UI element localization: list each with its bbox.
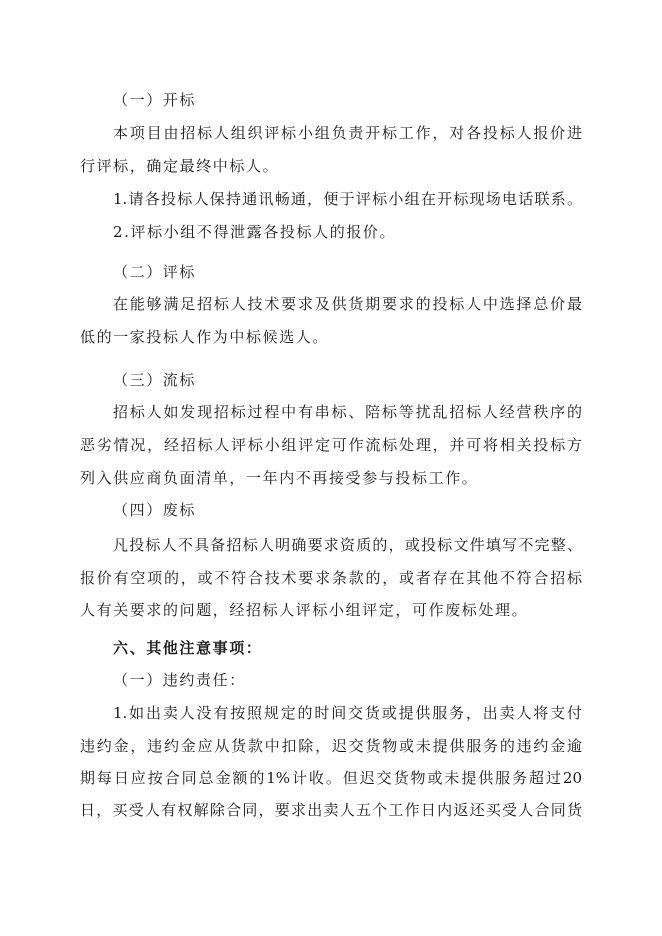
paragraph-line: 列入供应商负面清单，一年内不再接受参与投标工作。	[80, 469, 479, 487]
list-item: 1.请各投标人保持通讯畅通，便于评标小组在开标现场电话联系。	[113, 190, 582, 208]
paragraph-line: 低的一家投标人作为中标候选人。	[80, 328, 330, 346]
heading-other-notes: 六、其他注意事项：	[113, 639, 263, 657]
paragraph-line: 本项目由招标人组织评标小组负责开标工作，对各投标人报价进	[113, 124, 582, 142]
paragraph-line: 1.如出卖人没有按照规定的时间交货或提供服务，出卖人将支付	[113, 704, 582, 722]
heading-breach-liability: （一）违约责任：	[113, 671, 246, 689]
list-item: 2.评标小组不得泄露各投标人的报价。	[113, 223, 397, 241]
heading-evaluation: （二）评标	[113, 263, 197, 281]
paragraph-line: 期每日应按合同总金额的1%计收。但迟交货物或未提供服务超过20	[80, 769, 582, 787]
heading-invalid-bid: （四）废标	[113, 501, 197, 519]
heading-bid-opening: （一）开标	[113, 91, 197, 109]
paragraph-line: 恶劣情况，经招标人评标小组评定可作流标处理，并可将相关投标方	[80, 436, 582, 454]
paragraph-line: 人有关要求的问题，经招标人评标小组评定，可作废标处理。	[80, 601, 529, 619]
paragraph-line: 凡投标人不具备招标人明确要求资质的，或投标文件填写不完整、	[113, 536, 582, 554]
heading-failed-bid: （三）流标	[113, 371, 197, 389]
paragraph-line: 报价有空项的，或不符合技术要求条款的，或者存在其他不符合招标	[80, 569, 582, 587]
paragraph-line: 在能够满足招标人技术要求及供货期要求的投标人中选择总价最	[113, 295, 582, 313]
paragraph-line: 招标人如发现招标过程中有串标、陪标等扰乱招标人经营秩序的	[113, 403, 582, 421]
paragraph-line: 行评标，确定最终中标人。	[80, 157, 280, 175]
paragraph-line: 日，买受人有权解除合同，要求出卖人五个工作日内返还买受人合同货	[80, 801, 582, 819]
paragraph-line: 违约金，违约金应从货款中扣除，迟交货物或未提供服务的违约金逾	[80, 737, 582, 755]
